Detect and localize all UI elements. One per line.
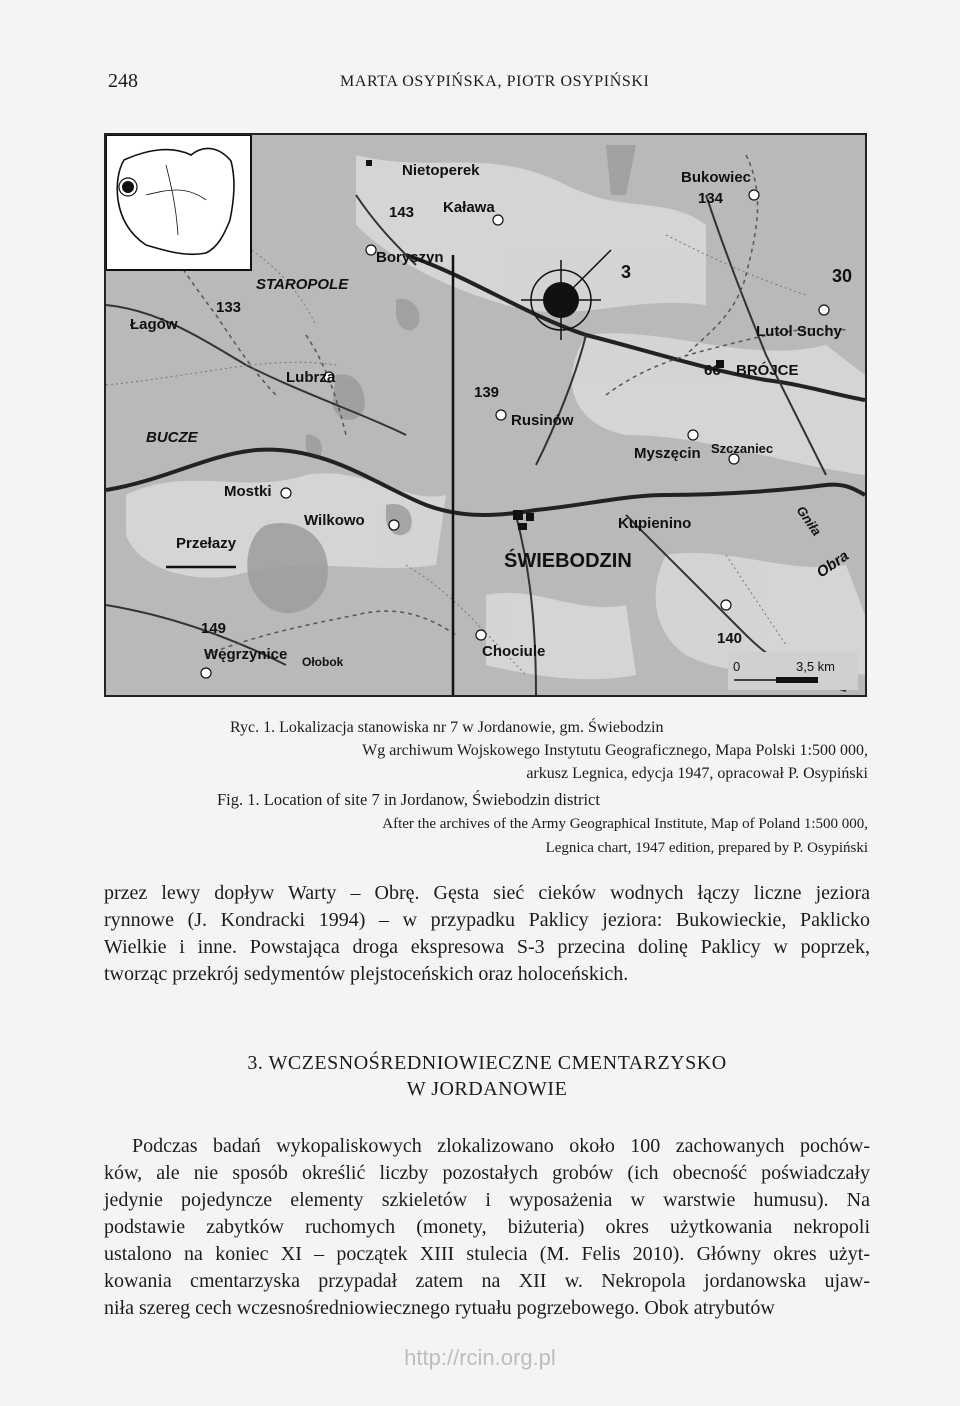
map-label-143: 143	[389, 204, 415, 221]
map-label-30: 30	[832, 266, 853, 286]
map-label-139: 139	[474, 384, 500, 401]
map-label-133: 133	[216, 299, 242, 316]
map-scale-bar	[728, 652, 858, 690]
map-label-bukowiec: Bukowiec	[681, 169, 752, 186]
map-label-myszecin: Myszęcin	[634, 445, 701, 462]
paragraph-2	[104, 1133, 870, 1322]
caption-en-credit: Legnica chart, 1947 edition, prepared by P. Osypiński	[545, 840, 868, 856]
map-label-szczaniec: Szczaniec	[711, 441, 774, 456]
map-label-wilkowo: Wilkowo	[304, 512, 365, 529]
map-label-lagow: Łagów	[130, 316, 178, 333]
map-label-brojce: BRÓJCE	[736, 362, 799, 379]
scale-label-0: 0	[733, 659, 741, 674]
paragraph-2-line: niła szereg cech wczesnośredniowiecznego rytuału pogrzebowego. Obok atrybutów	[104, 1297, 775, 1319]
map-label-wegrzynice: Węgrzynice	[204, 646, 288, 663]
map-label-chociule: Chociule	[482, 643, 546, 660]
caption-pl-source: Wg archiwum Wojskowego Instytutu Geograficznego, Mapa Polski 1:500 000,	[362, 742, 868, 759]
map-label-kalawa: Kaława	[443, 199, 495, 216]
running-head	[0, 70, 960, 100]
map-label-swiebodzin: ŚWIEBODZIN	[504, 550, 632, 572]
paragraph-2-line: jedynie pojedyncze elementy szkieletów i wyposażenia w warstwie humusu). Na	[104, 1189, 870, 1211]
paragraph-2-line: kowania cmentarzyska przypadał zatem na XII w. Nekropola jordanowska ujaw-	[104, 1270, 870, 1292]
section-heading	[104, 1050, 870, 1102]
section-heading-line2: W JORDANOWIE	[406, 1078, 568, 1100]
page-number: 248	[108, 70, 138, 92]
map-label-134: 134	[698, 190, 724, 207]
paragraph-1-line: rynnowe (J. Kondracki 1994) – w przypadku Paklicy jeziora: Bukowieckie, Paklicko	[104, 909, 870, 931]
paragraph-2-line: ustalono na koniec XI – początek XIII stulecia (M. Felis 2010). Główny okres użyt-	[104, 1243, 870, 1265]
map-label-przelazy: Przełazy	[176, 535, 237, 552]
caption-pl-credit: arkusz Legnica, edycja 1947, opracował P. Osypiński	[526, 765, 868, 782]
figure-caption-english	[217, 788, 870, 860]
map-label-mostki: Mostki	[224, 483, 272, 500]
map-label-140: 140	[717, 630, 743, 647]
map-label-66: 66	[704, 362, 721, 379]
map-label-rusinow: Rusinów	[511, 412, 574, 429]
map-label-nietoperek: Nietoperek	[402, 162, 480, 179]
paragraph-1-line: przez lewy dopływ Warty – Obrę. Gęsta sieć cieków wodnych łączy liczne jeziora	[104, 882, 870, 904]
paragraph-1-line: tworząc przekrój sedymentów plejstoceńskich oraz holoceńskich.	[104, 963, 629, 985]
map-label-lutol-suchy: Lutol Suchy	[756, 323, 842, 340]
caption-en-title: Fig. 1. Location of site 7 in Jordanow, Świebodzin district	[217, 790, 600, 809]
map-label-lubrza: Lubrza	[286, 369, 336, 386]
figure-map	[104, 133, 867, 697]
running-head-authors: MARTA OSYPIŃSKA, PIOTR OSYPIŃSKI	[340, 73, 650, 90]
map-label-obra: Obra	[813, 547, 852, 582]
paragraph-1	[104, 880, 870, 988]
map-label-149: 149	[201, 620, 227, 637]
map-label-kupienino: Kupienino	[618, 515, 692, 532]
paragraph-2-line: podstawie zabytków ruchomych (monety, biżuteria) okres użytkowania nekropoli	[104, 1216, 870, 1238]
paragraph-2-line: Podczas badań wykopaliskowych zlokalizowano około 100 zachowanych pochów-	[132, 1135, 870, 1157]
caption-pl-title: Ryc. 1. Lokalizacja stanowiska nr 7 w Jordanowie, gm. Świebodzin	[230, 719, 664, 736]
paragraph-2-line: ków, ale nie sposób określić liczby pozostałych grobów (ich obecność poświadczały	[104, 1162, 870, 1184]
caption-en-source: After the archives of the Army Geographical Institute, Map of Poland 1:500 000,	[382, 816, 868, 832]
scale-label-3-5-km: 3,5 km	[796, 659, 836, 674]
footer-url[interactable]: http://rcin.org.pl	[404, 1345, 556, 1370]
map-label-staropole: STAROPOLE	[256, 276, 349, 293]
figure-caption-polish	[230, 716, 870, 785]
map-label-bucze: BUCZE	[146, 429, 198, 446]
map-label-olobok: Ołobok	[302, 655, 344, 669]
map-label-gnila: Gniła	[793, 503, 825, 539]
paragraph-1-line: Wielkie i inne. Powstająca droga ekspresowa S-3 przecina dolinę Paklicy w poprzek,	[104, 936, 870, 958]
map-label-boryszyn: Boryszyn	[376, 249, 444, 266]
section-heading-line1: 3. WCZESNOŚREDNIOWIECZNE CMENTARZYSKO	[247, 1052, 727, 1074]
map-label-3: 3	[621, 262, 632, 282]
